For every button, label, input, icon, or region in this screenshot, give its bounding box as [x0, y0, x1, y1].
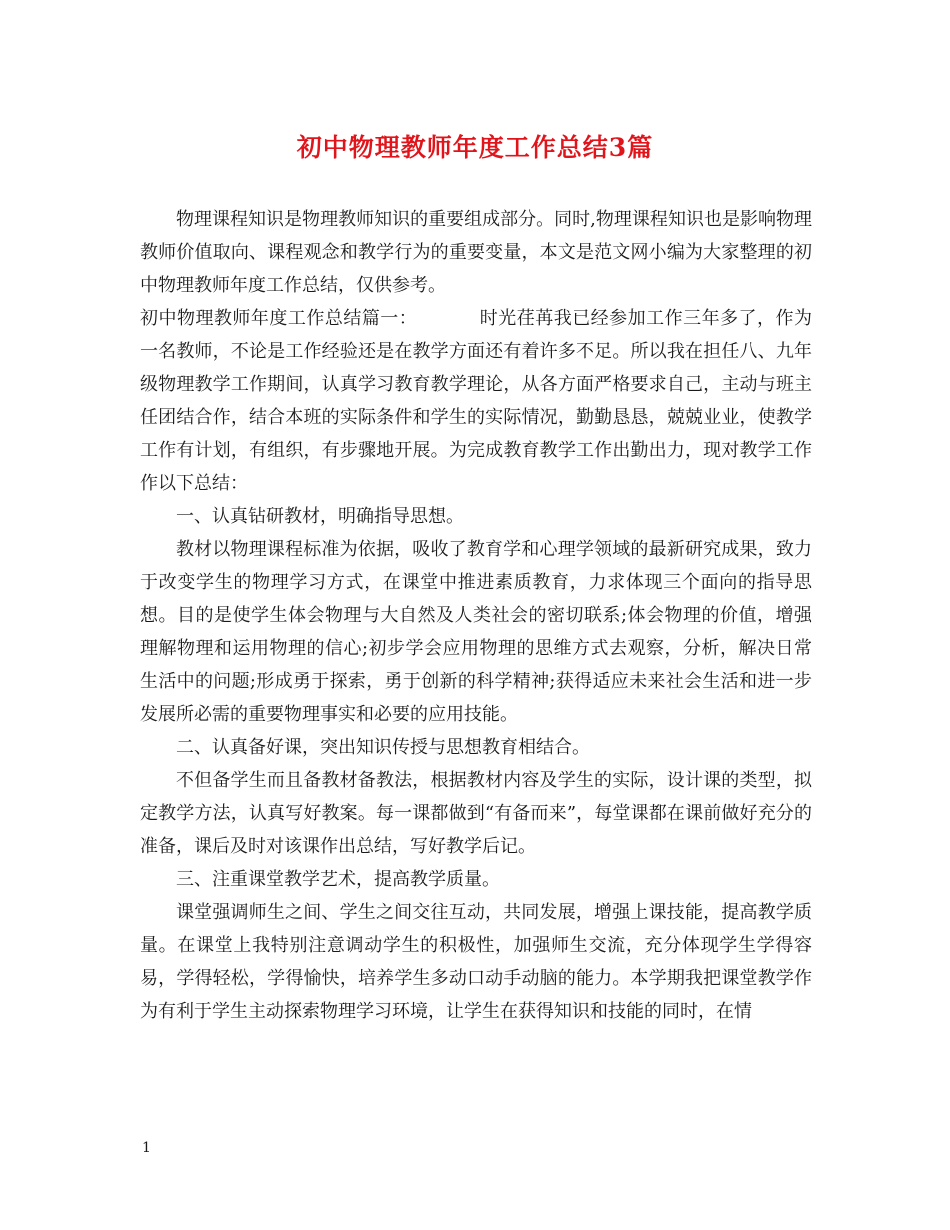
- intro-paragraph: 物理课程知识是物理教师知识的重要组成部分。同时,物理课程知识也是影响物理教师价值取向、课程观念和教学行为的重要变量，本文是范文网小编为大家整理的初中物理教师年度工作总结，仅供参考。: [140, 209, 812, 296]
- page-number: 1: [142, 1140, 151, 1156]
- point-one-heading: 一、认真钻研教材，明确指导思想。: [176, 506, 464, 527]
- point-two-heading: 二、认真备好课，突出知识传授与思想教育相结合。: [176, 737, 590, 758]
- point-three-paragraph: 课堂强调师生之间、学生之间交往互动，共同发展，增强上课技能，提高教学质量。在课堂上我特别注意调动学生的积极性，加强师生交流，充分体现学生学得容易，学得轻松，学得愉快，培养学生多动口动手动脑的能力。本学期我把课堂教学作为有利于学生主动探索物理学习环境，让学生在获得知识和技能的同时，在情: [140, 902, 812, 1022]
- point-two-paragraph: 不但备学生而且备教材备教法，根据教材内容及学生的实际，设计课的类型，拟定教学方法，认真写好教案。每一课都做到“有备而来”，每堂课都在课前做好充分的准备，课后及时对该课作出总结，写好教学后记。: [140, 770, 812, 857]
- section-one-paragraph: [140, 302, 812, 500]
- point-one-paragraph: 教材以物理课程标准为依据，吸收了教育学和心理学领域的最新研究成果，致力于改变学生的物理学习方式，在课堂中推进素质教育，力求体现三个面向的指导思想。目的是使学生体会物理与大自然及人类社会的密切联系;体会物理的价值，增强理解物理和运用物理的信心;初步学会应用物理的思维方式去观察，分析，解决日常生活中的问题;形成勇于探索，勇于创新的科学精神;获得适应未来社会生活和进一步发展所必需的重要物理事实和必要的应用技能。: [140, 539, 812, 725]
- point-three-heading: 三、注重课堂教学艺术，提高教学质量。: [176, 869, 500, 890]
- section-one-text: 时光荏苒我已经参加工作三年多了，作为一名教师，不论是工作经验还是在教学方面还有着许多不足。所以我在担任八、九年级物理教学工作期间，认真学习教育教学理论，从各方面严格要求自己，主动与班主任团结合作，结合本班的实际条件和学生的实际情况，勤勤恳恳，兢兢业业，使教学工作有计划，有组织，有步骤地开展。为完成教育教学工作出勤出力，现对教学工作作以下总结：: [140, 308, 813, 494]
- document-body: [140, 203, 812, 1028]
- section-one-heading: 初中物理教师年度工作总结篇一：: [140, 308, 418, 329]
- document-title: 初中物理教师年度工作总结3篇: [296, 133, 654, 162]
